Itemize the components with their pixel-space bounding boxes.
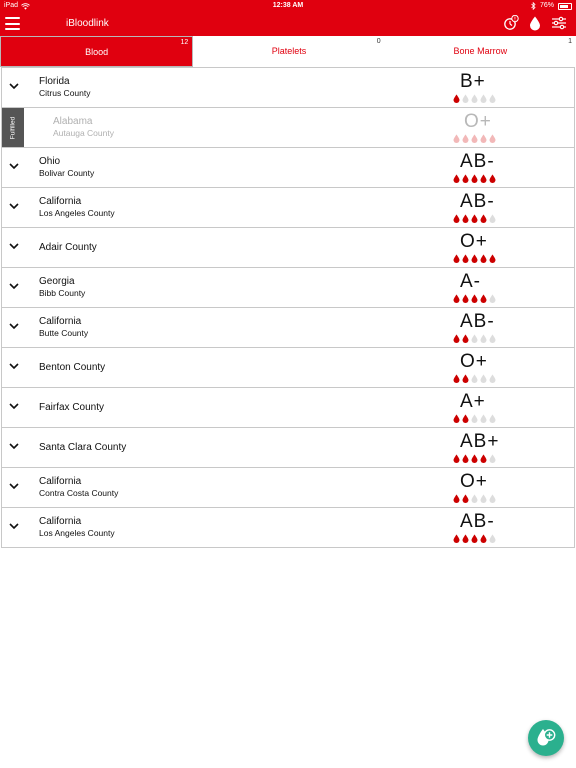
blood-type: A-	[460, 271, 481, 292]
request-location	[39, 401, 104, 414]
blood-drop-icon	[462, 414, 469, 423]
location-state: California	[39, 516, 82, 527]
tab-count: 12	[180, 39, 189, 46]
chevron-down-icon[interactable]	[8, 520, 20, 532]
request-location	[39, 155, 94, 179]
blood-drop-icon	[462, 134, 469, 143]
request-location	[39, 75, 91, 99]
blood-drop-icon	[489, 134, 496, 143]
blood-drop-icon	[489, 534, 496, 543]
nav-bar	[0, 12, 576, 36]
blood-type: O+	[460, 231, 488, 252]
blood-drop-icon	[480, 334, 487, 343]
fulfilled-label: Fulfilled	[9, 116, 17, 140]
location-state: Ohio	[39, 156, 61, 167]
urgency-rating	[453, 334, 496, 343]
request-row[interactable]	[2, 508, 574, 548]
blood-drop-icon	[453, 214, 460, 223]
request-row[interactable]	[2, 388, 574, 428]
request-list	[1, 67, 575, 548]
request-row[interactable]	[2, 428, 574, 468]
add-request-button[interactable]	[528, 720, 564, 756]
blood-drop-icon	[462, 294, 469, 303]
blood-drop-icon	[489, 454, 496, 463]
blood-drop-icon[interactable]	[527, 15, 543, 31]
request-type-tabs	[0, 36, 576, 67]
location-county: Los Angeles County	[39, 208, 115, 218]
chevron-down-icon[interactable]	[8, 240, 20, 252]
blood-drop-icon	[471, 294, 478, 303]
blood-drop-icon	[471, 134, 478, 143]
hamburger-icon[interactable]	[5, 17, 20, 30]
blood-drop-icon	[489, 494, 496, 503]
blood-drop-icon	[489, 374, 496, 383]
chevron-down-icon[interactable]	[8, 360, 20, 372]
tab-label: Platelets	[271, 46, 307, 56]
blood-drop-icon	[489, 334, 496, 343]
urgency-rating	[453, 534, 496, 543]
blood-drop-icon	[462, 214, 469, 223]
status-bar	[0, 0, 576, 12]
blood-drop-icon	[489, 294, 496, 303]
chevron-down-icon[interactable]	[8, 280, 20, 292]
location-county: Santa Clara County	[39, 442, 127, 453]
blood-drop-icon	[462, 334, 469, 343]
blood-drop-icon	[471, 94, 478, 103]
blood-drop-icon	[489, 414, 496, 423]
blood-drop-icon	[471, 534, 478, 543]
location-county: Contra Costa County	[39, 488, 119, 498]
blood-drop-icon	[462, 94, 469, 103]
request-row[interactable]	[2, 148, 574, 188]
location-state: Alabama	[53, 116, 93, 127]
tab-label: Blood	[85, 47, 109, 57]
location-county: Autauga County	[53, 128, 114, 138]
blood-drop-icon	[453, 174, 460, 183]
request-location	[39, 361, 105, 374]
blood-drop-icon	[489, 174, 496, 183]
request-location	[39, 441, 126, 454]
request-row[interactable]	[2, 268, 574, 308]
request-location	[39, 275, 85, 299]
blood-drop-icon	[489, 214, 496, 223]
blood-drop-icon	[480, 174, 487, 183]
status-right	[531, 0, 572, 12]
urgency-rating	[453, 494, 496, 503]
chevron-down-icon[interactable]	[8, 440, 20, 452]
blood-drop-icon	[471, 454, 478, 463]
chevron-down-icon[interactable]	[8, 160, 20, 172]
blood-drop-icon	[462, 454, 469, 463]
blood-drop-icon	[480, 454, 487, 463]
blood-drop-icon	[453, 494, 460, 503]
tab-bone-marrow[interactable]	[385, 36, 576, 67]
blood-drop-icon	[453, 454, 460, 463]
location-state: California	[39, 196, 82, 207]
blood-type: AB-	[460, 511, 495, 532]
location-state: Georgia	[39, 276, 75, 287]
blood-drop-icon	[471, 214, 478, 223]
location-county: Benton County	[39, 362, 106, 373]
tab-label: Bone Marrow	[453, 46, 508, 56]
nav-actions	[503, 15, 567, 31]
request-row[interactable]	[2, 308, 574, 348]
location-county: Butte County	[39, 328, 89, 338]
blood-drop-icon	[462, 254, 469, 263]
request-row[interactable]	[2, 68, 574, 108]
blood-drop-icon	[480, 414, 487, 423]
blood-drop-icon	[453, 534, 460, 543]
blood-drop-icon	[471, 414, 478, 423]
urgency-rating	[453, 94, 496, 103]
battery-percent: 76%	[539, 2, 554, 9]
blood-type: AB-	[460, 191, 495, 212]
blood-drop-icon	[480, 94, 487, 103]
chevron-down-icon[interactable]	[8, 320, 20, 332]
blood-drop-icon	[480, 214, 487, 223]
battery-icon	[558, 3, 572, 10]
blood-drop-icon	[453, 334, 460, 343]
request-row[interactable]	[2, 188, 574, 228]
blood-drop-icon	[453, 254, 460, 263]
blood-drop-icon	[453, 414, 460, 423]
location-state: California	[39, 316, 82, 327]
blood-type: O+	[460, 471, 488, 492]
request-row[interactable]	[2, 108, 574, 148]
request-row[interactable]	[2, 468, 574, 508]
add-request-icon	[534, 726, 558, 750]
request-location	[39, 315, 88, 339]
device-label: iPad	[4, 2, 19, 9]
tab-count: 1	[568, 38, 572, 45]
blood-type: O+	[460, 351, 488, 372]
blood-drop-icon	[480, 134, 487, 143]
blood-drop-icon	[471, 494, 478, 503]
fulfilled-tag	[2, 108, 24, 147]
blood-drop-icon	[453, 94, 460, 103]
chevron-down-icon[interactable]	[8, 200, 20, 212]
location-county: Bibb County	[39, 288, 86, 298]
urgency-rating	[453, 254, 496, 263]
blood-drop-icon	[462, 374, 469, 383]
tab-blood[interactable]	[0, 36, 193, 67]
urgency-rating	[453, 414, 496, 423]
request-location	[53, 115, 114, 139]
blood-drop-icon	[453, 294, 460, 303]
blood-drop-icon	[462, 534, 469, 543]
location-county: Adair County	[39, 242, 97, 253]
blood-type: AB-	[460, 311, 495, 332]
blood-drop-icon	[462, 174, 469, 183]
blood-drop-icon	[471, 334, 478, 343]
blood-drop-icon	[489, 94, 496, 103]
app-title: iBloodlink	[66, 18, 109, 29]
blood-type: A+	[460, 391, 486, 412]
blood-drop-icon	[480, 254, 487, 263]
tab-count: 0	[376, 38, 381, 45]
location-county: Fairfax County	[39, 402, 105, 413]
urgency-rating	[453, 294, 496, 303]
location-county: Los Angeles County	[39, 528, 115, 538]
blood-drop-icon	[453, 134, 460, 143]
blood-type: AB+	[460, 431, 500, 452]
chevron-down-icon[interactable]	[8, 80, 20, 92]
urgency-rating	[453, 134, 496, 143]
urgency-rating	[453, 214, 496, 223]
status-time: 12:38 AM	[272, 2, 304, 9]
chevron-down-icon[interactable]	[8, 480, 20, 492]
request-location	[39, 515, 115, 539]
blood-drop-icon	[489, 254, 496, 263]
blood-drop-icon	[471, 374, 478, 383]
bluetooth-icon	[531, 2, 536, 10]
location-state: California	[39, 476, 82, 487]
request-location	[39, 195, 115, 219]
blood-type: AB-	[460, 151, 495, 172]
timer-alert-icon[interactable]	[503, 15, 519, 31]
request-location	[39, 241, 97, 254]
blood-drop-icon	[480, 494, 487, 503]
alert-badge: !	[514, 16, 516, 23]
location-county: Citrus County	[39, 88, 91, 98]
blood-drop-icon	[471, 254, 478, 263]
chevron-down-icon[interactable]	[8, 400, 20, 412]
urgency-rating	[453, 454, 496, 463]
blood-drop-icon	[480, 534, 487, 543]
sliders-icon[interactable]	[551, 15, 567, 31]
tab-platelets[interactable]	[193, 36, 384, 67]
urgency-rating	[453, 174, 496, 183]
location-state: Florida	[39, 76, 70, 87]
blood-drop-icon	[480, 294, 487, 303]
request-location	[39, 475, 118, 499]
urgency-rating	[453, 374, 496, 383]
blood-type: O+	[464, 111, 492, 132]
blood-drop-icon	[462, 494, 469, 503]
blood-drop-icon	[471, 174, 478, 183]
request-row[interactable]	[2, 348, 574, 388]
request-row[interactable]	[2, 228, 574, 268]
blood-drop-icon	[453, 374, 460, 383]
location-county: Bolivar County	[39, 168, 95, 178]
blood-type: B+	[460, 71, 486, 92]
blood-drop-icon	[480, 374, 487, 383]
